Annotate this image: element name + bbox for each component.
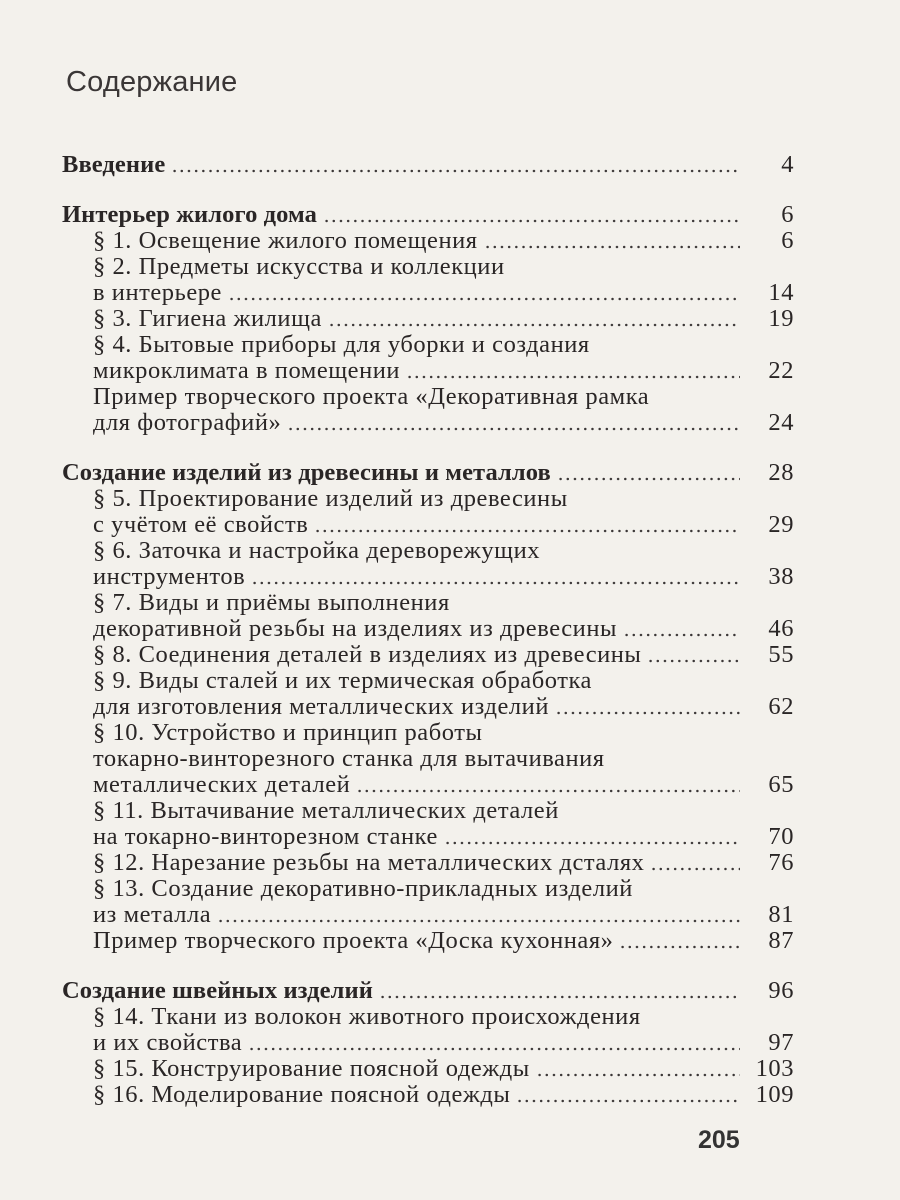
toc-line: [62, 746, 794, 772]
leader-dots: [557, 477, 740, 481]
toc-line: [62, 1004, 794, 1030]
toc-line-text: микроклимата в помещении: [93, 357, 401, 384]
toc-line: [62, 460, 794, 486]
toc-line: [62, 564, 794, 590]
leader-dots: [171, 169, 740, 173]
toc-item[interactable]: [62, 876, 794, 928]
toc-page-number: 46: [768, 615, 794, 642]
toc-line-text: в интерьере: [93, 279, 222, 306]
toc-item[interactable]: [62, 486, 794, 538]
leader-dots: [536, 1073, 740, 1077]
toc-item[interactable]: [62, 928, 794, 954]
leader-dots: [623, 633, 740, 637]
toc-page-number: 22: [768, 357, 794, 384]
toc-line-text: § 8. Соединения деталей в изделиях из древесины: [93, 641, 642, 668]
toc-line-text: § 16. Моделирование поясной одежды: [93, 1081, 511, 1108]
toc-item[interactable]: [62, 720, 794, 798]
toc-line-text: § 12. Нарезание резьбы на металлических дсталях: [93, 849, 645, 876]
toc-item[interactable]: [62, 1056, 794, 1082]
toc-line: [62, 902, 794, 928]
toc-line-text: § 1. Освещение жилого помещения: [93, 227, 478, 254]
toc-line-text: § 13. Создание декоративно-прикладных изделий: [93, 875, 633, 902]
page-title: Содержание: [66, 66, 238, 98]
toc-line: [62, 1082, 794, 1108]
toc-item[interactable]: [62, 1082, 794, 1108]
toc-line-text: из металла: [93, 901, 212, 928]
toc-line: [62, 772, 794, 798]
toc-line-text: § 7. Виды и приёмы выполнения: [93, 589, 450, 616]
toc-page-number: 87: [768, 927, 794, 954]
toc-line-text: инструментов: [93, 563, 246, 590]
leader-dots: [356, 789, 740, 793]
toc-line-text: § 11. Вытачивание металлических деталей: [93, 797, 559, 824]
toc-item[interactable]: [62, 538, 794, 590]
toc-page-number: 29: [768, 511, 794, 538]
toc-page-number: 62: [768, 693, 794, 720]
leader-dots: [217, 919, 740, 923]
toc-line-text: § 9. Виды сталей и их термическая обработка: [93, 667, 592, 694]
toc-item[interactable]: [62, 798, 794, 850]
toc-line-text: металлических деталей: [93, 771, 351, 798]
toc-line: [62, 280, 794, 306]
leader-dots: [647, 659, 740, 663]
toc-line: [62, 850, 794, 876]
toc-line-text: Интерьер жилого дома: [62, 201, 318, 228]
toc-page-number: 6: [781, 201, 794, 228]
toc-line: [62, 694, 794, 720]
toc-line-text: Пример творческого проекта «Доска кухонная»: [93, 927, 614, 954]
toc-line: [62, 538, 794, 564]
toc-page-number: 24: [768, 409, 794, 436]
toc-page-number: 96: [768, 977, 794, 1004]
toc-line: [62, 152, 794, 178]
toc-item[interactable]: [62, 642, 794, 668]
toc-section[interactable]: [62, 460, 794, 486]
toc-section[interactable]: [62, 978, 794, 1004]
leader-dots: [650, 867, 740, 871]
leader-dots: [555, 711, 740, 715]
toc-line-text: § 10. Устройство и принцип работы: [93, 719, 483, 746]
toc-page-number: 38: [768, 563, 794, 590]
toc-line: [62, 332, 794, 358]
toc-page-number: 109: [755, 1081, 794, 1108]
toc-line: [62, 928, 794, 954]
toc-line-text: § 5. Проектирование изделий из древесины: [93, 485, 568, 512]
toc-line-text: токарно-винторезного станка для вытачивания: [93, 745, 605, 772]
toc-line: [62, 410, 794, 436]
toc-line-text: Пример творческого проекта «Декоративная рамка: [93, 383, 650, 410]
toc-line: [62, 228, 794, 254]
toc-line-text: § 2. Предметы искусства и коллекции: [93, 253, 505, 280]
toc-line-text: и их свойства: [93, 1029, 243, 1056]
toc-item[interactable]: [62, 1004, 794, 1056]
page-number: 205: [698, 1126, 740, 1154]
leader-dots: [314, 529, 740, 533]
toc-page-number: 28: [768, 459, 794, 486]
leader-dots: [379, 995, 740, 999]
toc-line-text: Введение: [62, 151, 166, 178]
toc-page-number: 4: [781, 151, 794, 178]
toc-item[interactable]: [62, 306, 794, 332]
toc-line-text: § 14. Ткани из волокон животного происхождения: [93, 1003, 641, 1030]
toc-line: [62, 384, 794, 410]
toc-page-number: 76: [768, 849, 794, 876]
toc-item[interactable]: [62, 254, 794, 306]
toc-page-number: 6: [781, 227, 794, 254]
toc-page-number: 55: [768, 641, 794, 668]
toc-line: [62, 798, 794, 824]
toc-line: [62, 306, 794, 332]
toc-line: [62, 486, 794, 512]
toc-line-text: Создание изделий из древесины и металлов: [62, 459, 551, 486]
toc-page-number: 103: [755, 1055, 794, 1082]
toc-line: [62, 1030, 794, 1056]
leader-dots: [323, 219, 740, 223]
leader-dots: [228, 297, 740, 301]
toc-item[interactable]: [62, 332, 794, 384]
toc-line: [62, 1056, 794, 1082]
toc-line: [62, 642, 794, 668]
toc-line: [62, 824, 794, 850]
toc-line: [62, 512, 794, 538]
leader-dots: [619, 945, 740, 949]
toc-line: [62, 668, 794, 694]
toc-item[interactable]: [62, 384, 794, 436]
toc-section[interactable]: [62, 152, 794, 178]
toc-item[interactable]: [62, 850, 794, 876]
toc-line: [62, 720, 794, 746]
table-of-contents: [62, 152, 794, 1108]
toc-line: [62, 978, 794, 1004]
leader-dots: [516, 1099, 740, 1103]
toc-line-text: на токарно-винторезном станке: [93, 823, 438, 850]
toc-page-number: 65: [768, 771, 794, 798]
toc-line-text: § 3. Гигиена жилища: [93, 305, 322, 332]
leader-dots: [287, 427, 740, 431]
toc-line-text: с учётом её свойств: [93, 511, 309, 538]
toc-line-text: § 6. Заточка и настройка дереворежущих: [93, 537, 541, 564]
toc-page-number: 70: [768, 823, 794, 850]
toc-item[interactable]: [62, 228, 794, 254]
toc-page-number: 19: [768, 305, 794, 332]
leader-dots: [406, 375, 740, 379]
leader-dots: [444, 841, 740, 845]
leader-dots: [328, 323, 740, 327]
leader-dots: [251, 581, 740, 585]
toc-item[interactable]: [62, 668, 794, 720]
toc-line: [62, 590, 794, 616]
leader-dots: [484, 245, 740, 249]
toc-line-text: § 15. Конструирование поясной одежды: [93, 1055, 530, 1082]
toc-line-text: § 4. Бытовые приборы для уборки и создания: [93, 331, 590, 358]
toc-line-text: для фотографий»: [93, 409, 282, 436]
toc-page-number: 97: [768, 1029, 794, 1056]
toc-line: [62, 358, 794, 384]
toc-page-number: 14: [768, 279, 794, 306]
toc-line: [62, 616, 794, 642]
toc-line: [62, 254, 794, 280]
toc-line-text: для изготовления металлических изделий: [93, 693, 549, 720]
toc-line: [62, 876, 794, 902]
toc-line-text: Создание швейных изделий: [62, 977, 373, 1004]
leader-dots: [248, 1047, 740, 1051]
toc-item[interactable]: [62, 590, 794, 642]
toc-section[interactable]: [62, 202, 794, 228]
toc-line: [62, 202, 794, 228]
toc-page-number: 81: [768, 901, 794, 928]
toc-line-text: декоративной резьбы на изделиях из древесины: [93, 615, 617, 642]
